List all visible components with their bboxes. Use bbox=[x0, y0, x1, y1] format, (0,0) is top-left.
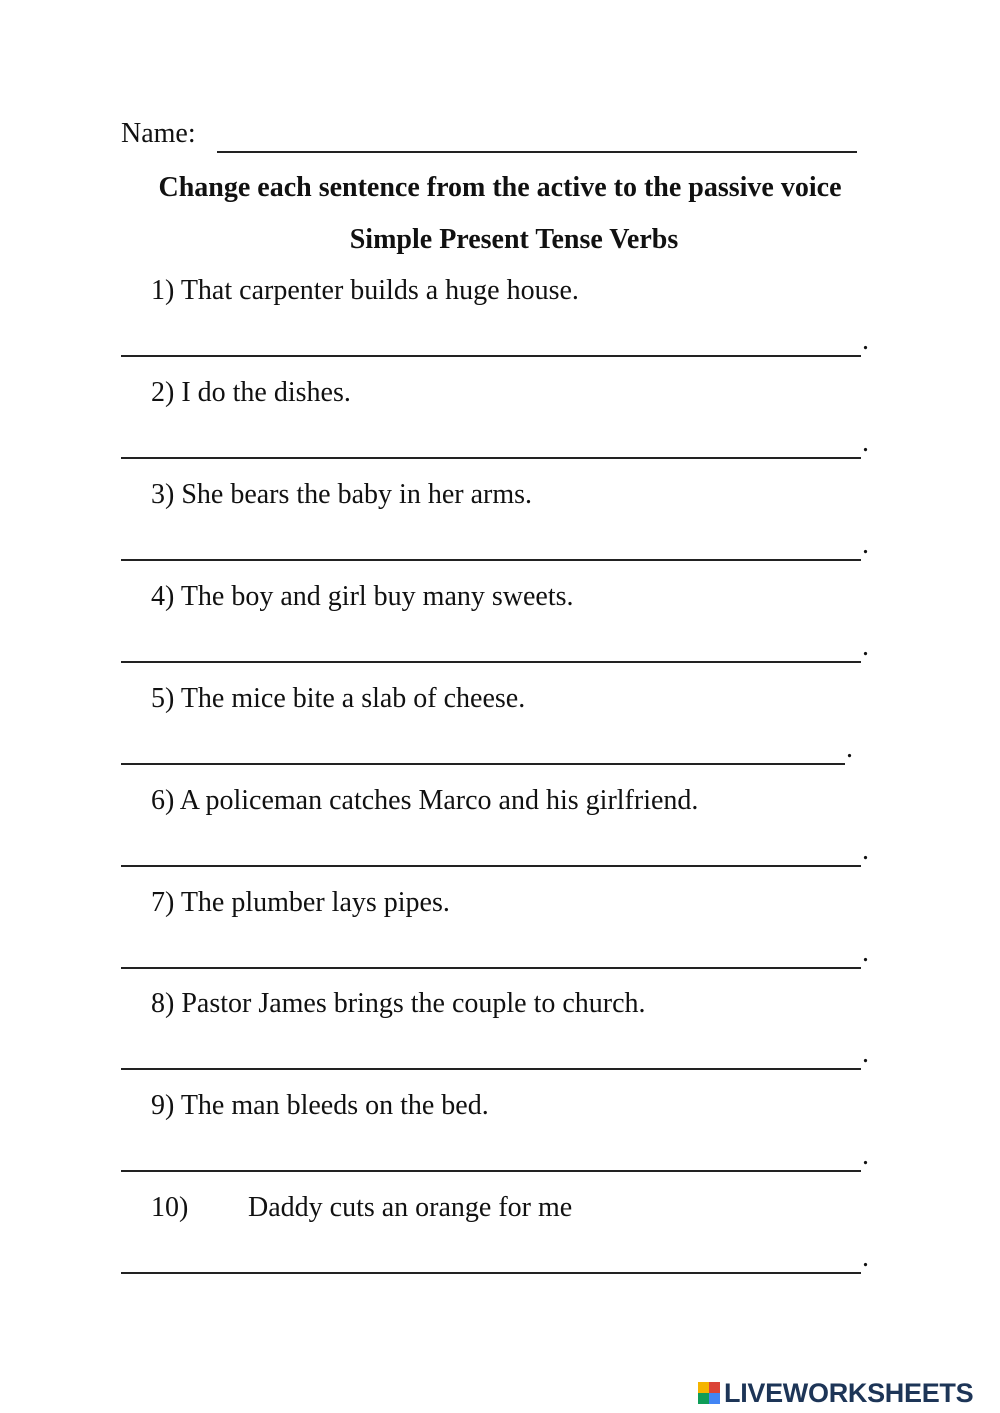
answer-3 bbox=[121, 529, 871, 567]
question-number: 8) bbox=[151, 988, 175, 1019]
answer-period: . bbox=[862, 1242, 869, 1273]
worksheet-title: Change each sentence from the active to the passive voice bbox=[158, 172, 842, 203]
question-number: 9) bbox=[151, 1090, 175, 1121]
question-number: 6) bbox=[151, 785, 175, 816]
question-9 bbox=[151, 1090, 489, 1122]
answer-period: . bbox=[862, 529, 869, 560]
question-number: 4) bbox=[151, 581, 175, 612]
question-3 bbox=[151, 479, 532, 511]
question-6 bbox=[151, 785, 698, 817]
answer-line bbox=[121, 355, 861, 357]
question-10 bbox=[151, 1192, 572, 1224]
question-text: Daddy cuts an orange for me bbox=[248, 1192, 573, 1223]
question-text: The mice bite a slab of cheese. bbox=[180, 683, 526, 714]
question-number: 10) bbox=[151, 1192, 189, 1223]
answer-line bbox=[121, 1068, 861, 1070]
question-2 bbox=[151, 377, 351, 409]
liveworksheets-logo[interactable] bbox=[698, 1377, 973, 1409]
answer-input-9[interactable] bbox=[121, 1148, 859, 1170]
answer-input-4[interactable] bbox=[121, 639, 859, 661]
answer-input-2[interactable] bbox=[121, 435, 859, 457]
answer-line bbox=[121, 1170, 861, 1172]
question-number: 7) bbox=[151, 887, 175, 918]
answer-7 bbox=[121, 937, 871, 975]
answer-2 bbox=[121, 427, 871, 465]
question-text: I do the dishes. bbox=[181, 377, 351, 408]
question-5 bbox=[151, 683, 525, 715]
answer-period: . bbox=[862, 325, 869, 356]
question-1 bbox=[151, 275, 579, 307]
question-number: 5) bbox=[151, 683, 175, 714]
answer-9 bbox=[121, 1140, 871, 1178]
question-number: 1) bbox=[151, 275, 175, 306]
worksheet-subtitle: Simple Present Tense Verbs bbox=[349, 224, 679, 255]
answer-5 bbox=[121, 733, 856, 771]
liveworksheets-brand-text: LIVEWORKSHEETS bbox=[724, 1377, 974, 1408]
answer-period: . bbox=[846, 733, 853, 764]
answer-line bbox=[121, 967, 861, 969]
answer-4 bbox=[121, 631, 871, 669]
question-text: She bears the baby in her arms. bbox=[181, 479, 532, 510]
name-label: Name: bbox=[121, 118, 196, 149]
question-text: That carpenter builds a huge house. bbox=[180, 275, 579, 306]
answer-line bbox=[121, 1272, 861, 1274]
answer-line bbox=[121, 763, 845, 765]
question-number: 2) bbox=[151, 377, 175, 408]
answer-10 bbox=[121, 1242, 871, 1280]
answer-period: . bbox=[862, 835, 869, 866]
answer-line bbox=[121, 865, 861, 867]
answer-period: . bbox=[862, 631, 869, 662]
question-text: Pastor James brings the couple to church. bbox=[181, 988, 646, 1019]
answer-period: . bbox=[862, 1038, 869, 1069]
answer-line bbox=[121, 661, 861, 663]
name-input-line[interactable] bbox=[217, 151, 857, 153]
answer-period: . bbox=[862, 427, 869, 458]
answer-input-8[interactable] bbox=[121, 1046, 859, 1068]
liveworksheets-logo-icon bbox=[698, 1382, 720, 1404]
question-text: A policeman catches Marco and his girlfriend. bbox=[179, 785, 699, 816]
answer-input-10[interactable] bbox=[121, 1250, 859, 1272]
answer-input-3[interactable] bbox=[121, 537, 859, 559]
question-number: 3) bbox=[151, 479, 175, 510]
question-text: The man bleeds on the bed. bbox=[180, 1090, 489, 1121]
name-row bbox=[121, 118, 861, 158]
answer-6 bbox=[121, 835, 871, 873]
question-text: The boy and girl buy many sweets. bbox=[180, 581, 574, 612]
question-7 bbox=[151, 887, 450, 919]
question-text: The plumber lays pipes. bbox=[180, 887, 450, 918]
answer-line bbox=[121, 559, 861, 561]
answer-period: . bbox=[862, 937, 869, 968]
answer-input-7[interactable] bbox=[121, 945, 859, 967]
answer-period: . bbox=[862, 1140, 869, 1171]
answer-line bbox=[121, 457, 861, 459]
question-4 bbox=[151, 581, 574, 613]
question-8 bbox=[151, 988, 646, 1020]
answer-1 bbox=[121, 325, 871, 363]
answer-8 bbox=[121, 1038, 871, 1076]
answer-input-5[interactable] bbox=[121, 741, 843, 763]
answer-input-1[interactable] bbox=[121, 333, 859, 355]
answer-input-6[interactable] bbox=[121, 843, 859, 865]
